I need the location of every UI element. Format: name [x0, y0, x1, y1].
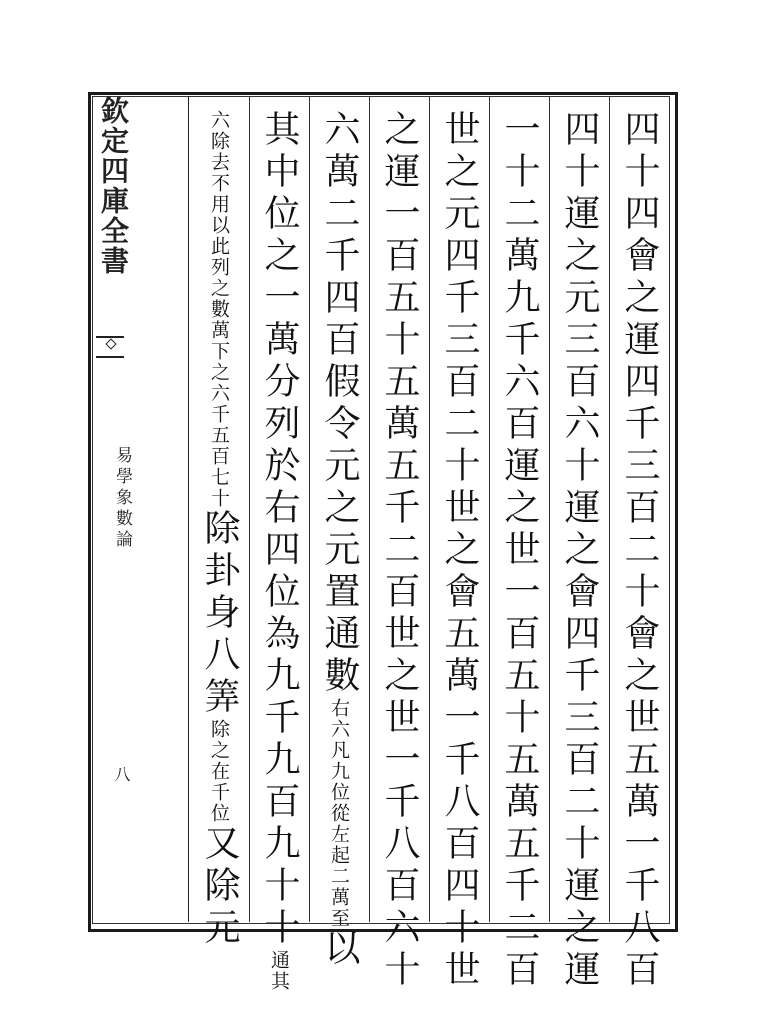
column-text: 四十運之元三百六十運之會四千三百二十運之運: [559, 110, 600, 992]
text-column-4: [435, 110, 483, 992]
text-column-8: [195, 110, 243, 950]
column-text: 一十二萬九千六百運之世一百五十五萬五千二百: [499, 110, 540, 992]
annotation-left: 除之: [208, 719, 230, 761]
annotation-right: 從左起二萬至: [328, 803, 350, 929]
annotation-left: 六除去不用以此列之: [208, 110, 230, 299]
annotation-right: 其: [268, 971, 290, 992]
column-text: 其中位之一萬分列於右四位為九千九百九十十: [259, 110, 300, 950]
column-text: 六萬二千四百假令元之元置通數: [319, 110, 360, 698]
annotation-left: 右六凡九位: [328, 698, 350, 803]
annotation-right: 在千位: [208, 761, 230, 824]
margin-strip: [92, 96, 188, 922]
column-rule: [249, 96, 250, 922]
page-frame: [88, 92, 676, 992]
column-text: 除卦身八筭: [199, 509, 240, 719]
column-rule: [309, 96, 310, 922]
column-rule: [489, 96, 490, 922]
column-text: 之運一百五十五萬五千二百世之世一千八百六十: [379, 110, 420, 992]
text-column-1: [615, 110, 663, 992]
annotation-pair: [268, 950, 290, 992]
text-column-7: [255, 110, 303, 992]
annotation-pair: [208, 110, 230, 509]
column-text: 世之元四千三百二十世之會五萬一千八百四十世: [439, 110, 480, 992]
annotation-pair: [208, 719, 230, 824]
annotation-pair: [328, 698, 350, 929]
text-column-5: [375, 110, 423, 992]
fish-tail-mark-icon: [96, 336, 124, 358]
column-rule: [549, 96, 550, 922]
text-column-2: [555, 110, 603, 992]
chapter-title: 易學象數論: [112, 446, 132, 551]
column-rule: [369, 96, 370, 922]
column-rule: [609, 96, 610, 922]
column-rule: [429, 96, 430, 922]
annotation-left: 通: [268, 950, 290, 971]
column-text: 四十四會之運四千三百二十會之世五萬一千八百: [619, 110, 660, 992]
text-block: [188, 96, 667, 992]
book-title: 欽定四庫全書: [97, 96, 130, 276]
text-column-3: [495, 110, 543, 992]
column-tail: 又除元: [199, 824, 240, 950]
text-column-6: [315, 110, 363, 971]
annotation-right: 數萬下之六千五百七十: [208, 299, 230, 509]
leaf-number: 八: [112, 766, 131, 782]
column-tail: 以: [319, 929, 360, 971]
